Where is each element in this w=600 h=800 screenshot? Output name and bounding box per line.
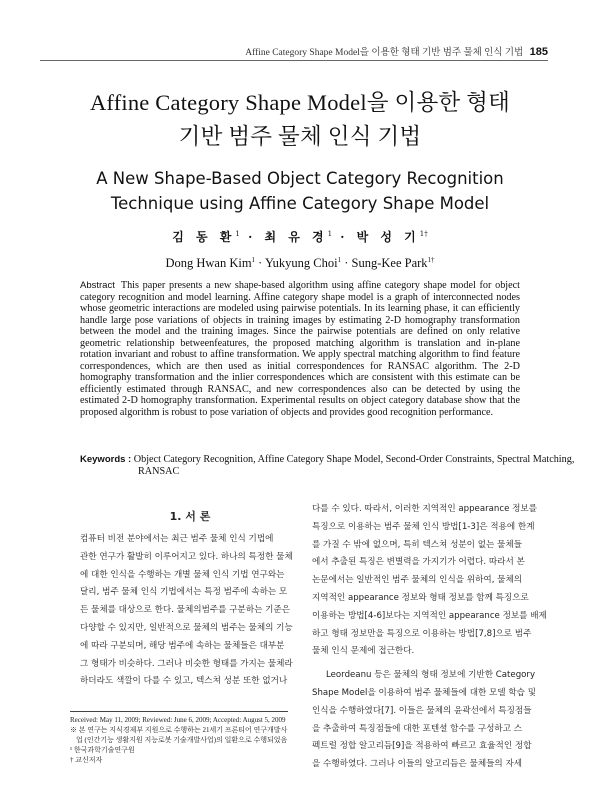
body-text-line: 에 따라 구분되며, 해당 범주에 속하는 물체들은 대부분 [80,640,285,651]
keywords [80,454,578,478]
author-en-2: Yukyung Choi [265,256,338,271]
author-separator: · [340,230,349,244]
abstract-label: Abstract [80,280,115,291]
author-separator: · [344,256,349,271]
english-title-line-2: Technique using Affine Category Shape Model [110,194,490,213]
author-en-1: Dong Hwan Kim [165,256,252,271]
page-number: 185 [529,46,548,58]
author-ko-3-mark: 1† [419,230,428,238]
body-text-line: 물체 인식 문제에 접근한다. [312,646,415,657]
author-ko-1: 김 동 환 [172,230,236,244]
section-heading-introduction: 1. 서 론 [169,510,211,523]
body-text-line: 인식을 수행하였다[7]. 이들은 물체의 윤곽선에서 특징점들 [312,705,532,716]
keywords-text: Object Category Recognition, Affine Category Shape Model, Second-Order Constraints, Spectral Matching, RANSAC [133,454,575,477]
body-text-line: 그 형태가 비슷하다. 그러나 비슷한 형태를 가지는 물체라 [80,658,293,669]
body-text-line: 컴퓨터 비전 분야에서는 최근 범주 물체 인식 기법에 [80,534,274,544]
running-header [40,44,548,61]
author-ko-1-mark: 1 [235,230,240,238]
right-column [312,501,547,774]
left-column [80,505,300,691]
body-text-line: 하더라도 색깔이 다를 수 있고, 텍스쳐 성분 또한 없거나 [80,676,288,687]
author-ko-2-mark: 1 [327,230,333,238]
body-text-line: 에 대한 인식을 수행하는 개별 물체 인식 기법 연구와는 [80,569,285,580]
body-text-line: Shape Model을 이용하여 범주 물체들에 대한 모델 학습 및 [312,687,536,698]
footnote-funding-2: 업 (인간기능 생활지원 지능로봇 기술개발사업)의 일환으로 수행되었음 [76,736,288,744]
author-en-3-mark: 1† [427,256,435,264]
footnote-funding-1: ※ 본 연구는 지식경제부 지원으로 수행하는 21세기 프론티어 연구개발사 [70,726,288,734]
body-text-line: 펙트럴 정합 알고리듬[9]을 적용하여 빠르고 효율적인 정합 [312,741,532,752]
body-text-line: 다를 수 있다. 따라서, 이러한 지역적인 appearance 정보를 [312,504,538,514]
body-text-line: 든 물체를 대상으로 한다. 물체의범주를 구분하는 기준은 [80,605,291,616]
body-text-line: 이용하는 방법[4-6]보다는 지역적인 appearance 정보를 배제 [312,610,547,621]
body-text-line: 을 수행하였다. 그러나 이들의 알고리듬은 물체들의 자세 [312,759,523,770]
body-text-line: 다양할 수 있지만, 일반적으로 물체의 범주는 물체의 기능 [80,622,293,633]
left-column-body [80,531,300,691]
body-text-line: 관한 연구가 활발히 이루어지고 있다. 하나의 특정한 물체 [80,551,293,562]
korean-title-line-1: Affine Category Shape Model을 이용한 형태 [89,90,511,115]
abstract [80,280,520,418]
english-title-line-1: A New Shape-Based Object Category Recognition [96,169,504,188]
korean-title-line-2: 기반 범주 물체 인식 기법 [178,124,422,149]
body-text-line: 를 가질 수 밖에 없으며, 특히 텍스쳐 성분이 없는 물체들 [312,539,522,550]
footnote-affiliation: ¹ 한국과학기술연구원 [70,746,135,754]
body-text-line: 논문에서는 일반적인 범주 물체의 인식을 위하여, 물체의 [312,575,523,586]
keywords-label: Keywords : [80,454,132,465]
body-text-line: Leordeanu 등은 물체의 형태 정보에 기반한 Category [326,670,536,681]
body-text-line: 지역적인 appearance 정보와 형태 정보를 함께 특징으로 [312,592,529,603]
abstract-text: This paper presents a new shape-based algorithm using affine category shape model for object category recognition and model learning. Affine category shape model is a graph of interconnected nodes whose geometric interactions are modeled using pairwise potentials. In its learning phase, it can efficiently handle large pose variations of objects in training images by estimating 2-D homography transformation between the model and the training images. Since the pairwise potentials are defined on only relative geometric relationship betweenfeatures, the proposed matching algorithm is translation and in-plane rotation invariant and robust to affine transformation. We apply spectral matching algorithm to find feature correspondences, which are then used as initial correspondences for RANSAC algorithm. The 2-D homography transformation and the inlier correspondences which are consistent with this estimate can be efficiently estimated through RANSAC, and new correspondences also can be detected by using the estimated 2-D homography transformation. Experimental results on object category database show that the proposed algorithm is robust to pose variation of objects and provides good recognition performance. [80,280,520,418]
footnote [70,711,288,765]
footnote-dates: Received: May 11, 2009; Reviewed: June 6, 2009; Accepted: August 5, 2009 [70,716,286,724]
right-column-body [312,501,547,774]
korean-authors [0,228,600,245]
author-separator: · [248,230,257,244]
author-en-2-mark: 1 [337,256,342,264]
body-text-line: 을 추출하여 특징점들에 대한 포텐셜 함수를 구성하고 스 [312,723,523,734]
body-text-line: 특징으로 이용하는 범주 물체 인식 방법[1-3]은 적용에 한계 [312,521,535,532]
footnote-corresponding: † 교신저자 [70,756,103,764]
running-title: Affine Category Shape Model을 이용한 형태 기반 범주 물체 인식 기법 [245,48,524,58]
author-ko-3: 박 성 기 [356,230,420,244]
body-text-line: 달리, 범주 물체 인식 기법에서는 특정 범주에 속하는 모 [80,587,288,598]
author-en-3: Sung-Kee Park [351,256,428,271]
author-en-1-mark: 1 [251,256,256,264]
english-authors [0,256,600,271]
author-ko-2: 최 유 경 [264,230,328,244]
author-separator: · [258,256,263,271]
body-text-line: 하고 형태 정보만을 특징으로 이용하는 방법[7,8]으로 범주 [312,628,532,639]
body-text-line: 에서 추출된 특징은 변별력을 가지기가 어렵다. 따라서 본 [312,557,525,568]
